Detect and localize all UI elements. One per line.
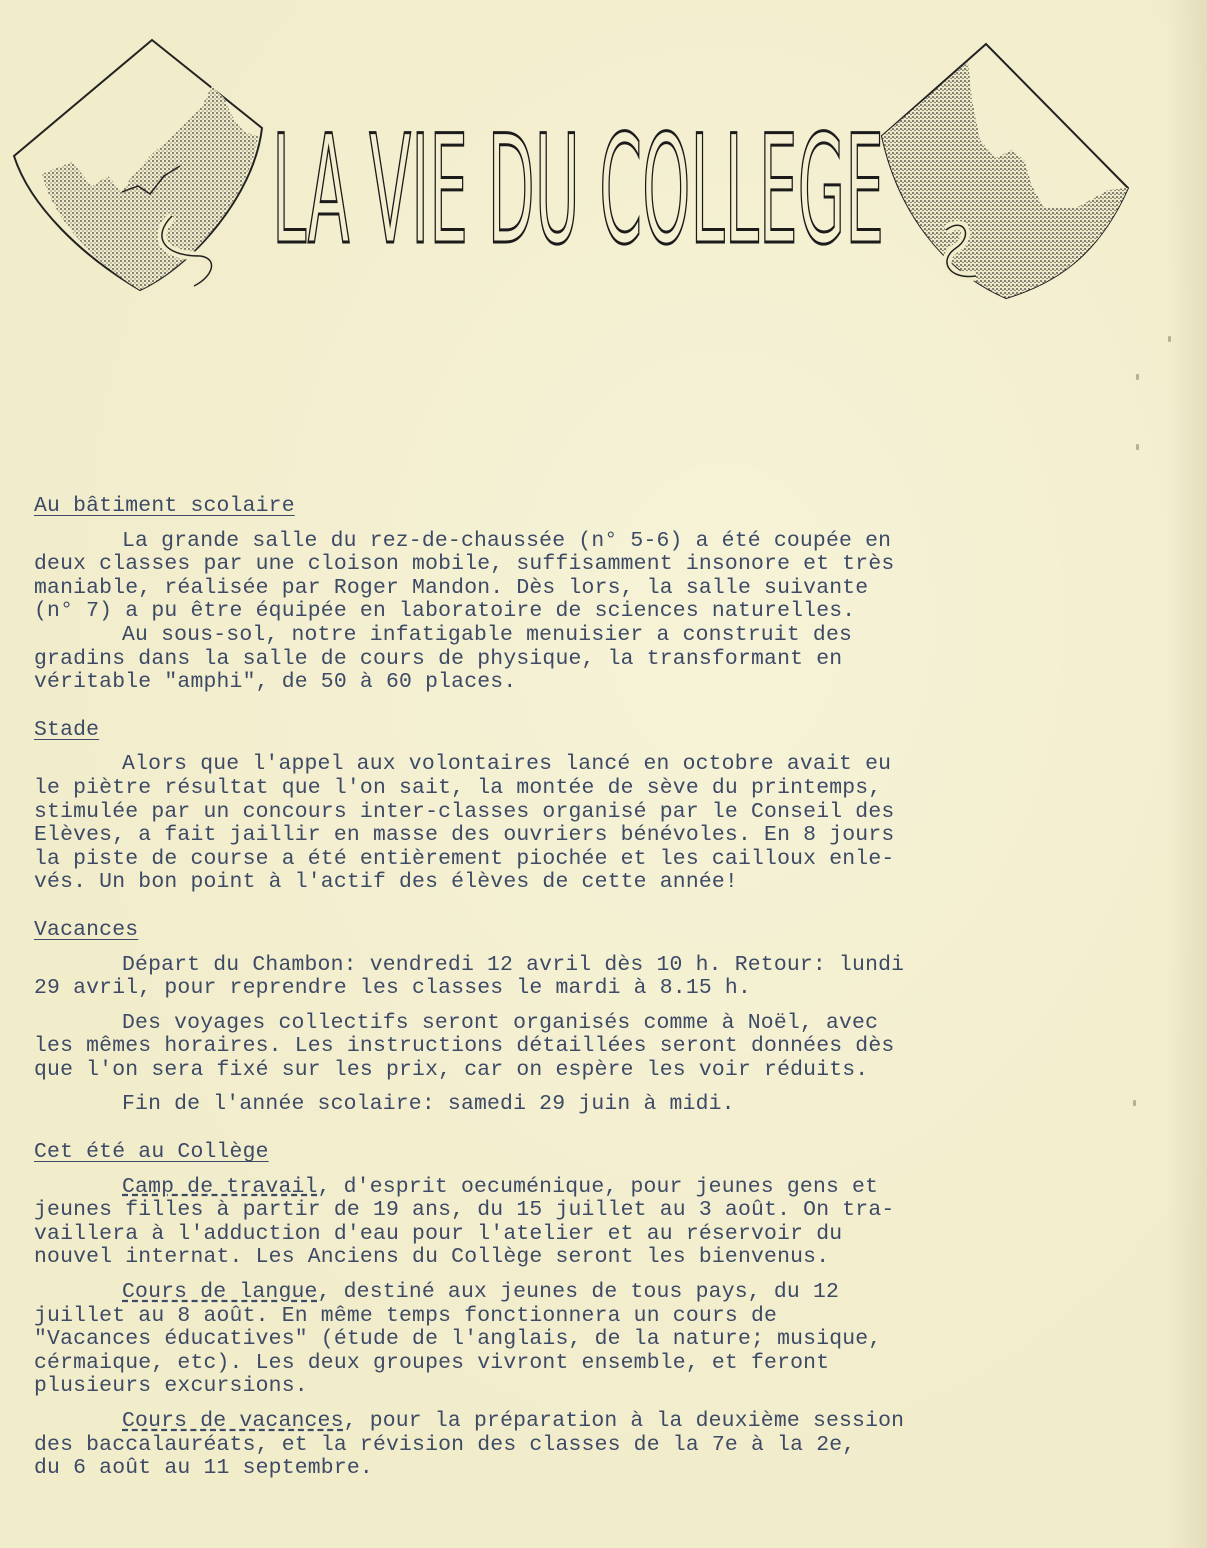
camp-first-line: , d'esprit oecuménique, pour jeunes gens et [317,1174,879,1199]
cours-vacances-line-2: des baccalauréats, et la révision des classes de la 7e à la 2e, [34,1432,856,1457]
paper-speck [1133,1100,1136,1106]
vacances-p2-line-3: que l'on sera fixé sur les prix, car on espère les voir réduits. [34,1057,869,1082]
masthead-text: LA VIE DU COLLEGE [272,104,884,262]
paper-speck [1136,444,1139,450]
batiment-line-7: véritable "amphi", de 50 à 60 places. [34,670,517,695]
section-title-vacances: Vacances [34,917,139,942]
paper-speck [1136,374,1139,380]
camp-line-2: jeunes filles à partir de 19 ans, du 15 juillet au 3 août. On tra- [34,1198,895,1223]
langue-first-line: , destiné aux jeunes de tous pays, du 12 [317,1280,840,1305]
batiment-line-1: La grande salle du rez-de-chaussée (n° 5-6) a été coupée en [122,528,892,553]
batiment-line-4: (n° 7) a pu être équipée en laboratoire de sciences naturelles. [34,599,856,624]
camp-label: Camp de travail [122,1174,318,1199]
vacances-p2-line-2: les mêmes horaires. Les instructions détaillées seront données dès [34,1034,895,1059]
batiment-line-6: gradins dans la salle de cours de physique, la transformant en [34,646,843,671]
stade-line-6: vés. Un bon point à l'actif des élèves de cette année! [34,870,738,895]
cours-vacances-line-3: du 6 août au 11 septembre. [34,1456,373,1481]
batiment-line-2: deux classes par une cloison mobile, suffisamment insonore et très [34,552,895,577]
section-title-stade: Stade [34,717,100,742]
langue-line-4: cérmaique, etc). Les deux groupes vivront ensemble, et feront [34,1350,830,1375]
right-coat-of-arms-icon [876,40,1132,302]
masthead-title [268,92,888,262]
stade-line-2: le piètre résultat que l'on sait, la montée de sève du printemps, [34,775,882,800]
langue-label: Cours de langue [122,1280,318,1305]
section-title-ete: Cet été au Collège [34,1140,269,1165]
cours-vacances-first-line: , pour la préparation à la deuxième session [343,1409,905,1433]
batiment-line-3: maniable, réalisée par Roger Mandon. Dès lors, la salle suivante [34,575,869,600]
langue-line-3: "Vacances éducatives" (étude de l'anglais, de la nature; musique, [34,1327,882,1352]
stade-line-3: stimulée par un concours inter-classes organisé par le Conseil des [34,799,895,824]
stade-line-1: Alors que l'appel aux volontaires lancé en octobre avait eu [122,752,892,777]
article-body [34,495,1024,1481]
langue-line-5: plusieurs excursions. [34,1374,308,1399]
camp-line-3: vaillera à l'adduction d'eau pour l'atelier et au réservoir du [34,1221,843,1246]
stade-line-5: la piste de course a été entièrement piochée et les cailloux enle- [34,846,895,871]
vacances-p3-line-1: Fin de l'année scolaire: samedi 29 juin à midi. [122,1092,735,1117]
camp-line-4: nouvel internat. Les Anciens du Collège seront les bienvenus. [34,1245,830,1270]
vacances-p1-line-1: Départ du Chambon: vendredi 12 avril dès 10 h. Retour: lundi [122,952,905,977]
vacances-p1-line-2: 29 avril, pour reprendre les classes le mardi à 8.15 h. [34,976,752,1001]
page-edge-shadow [1167,0,1207,1548]
section-title-batiment: Au bâtiment scolaire [34,494,295,518]
left-coat-of-arms-icon [12,36,274,294]
cours-vacances-label: Cours de vacances [122,1409,344,1433]
langue-line-2: juillet au 8 août. En même temps fonctionnera un cours de [34,1303,778,1328]
vacances-p2-line-1: Des voyages collectifs seront organisés comme à Noël, avec [122,1010,879,1035]
batiment-line-5: Au sous-sol, notre infatigable menuisier a construit des [122,622,853,647]
stade-line-4: Elèves, a fait jaillir en masse des ouvriers bénévoles. En 8 jours [34,823,895,848]
